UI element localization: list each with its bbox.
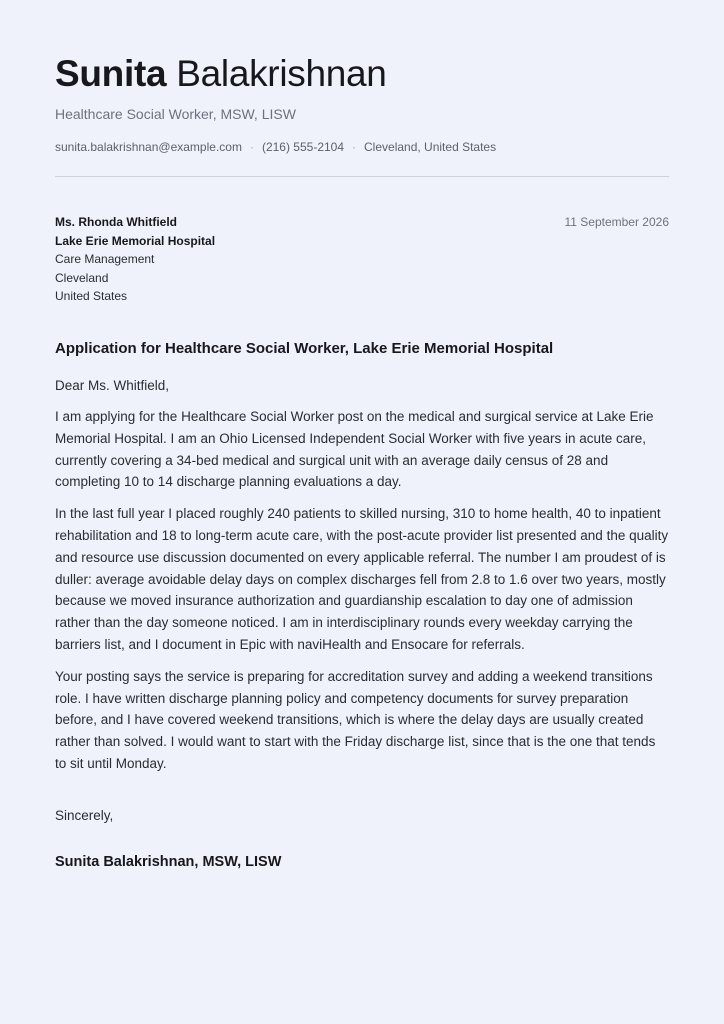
email-link[interactable]: sunita.balakrishnan@example.com: [55, 140, 242, 154]
salutation: Dear Ms. Whitfield,: [55, 378, 170, 393]
recipient-organization: Lake Erie Memorial Hospital: [55, 233, 216, 248]
contact-separator: ·: [352, 140, 357, 154]
header-divider: [55, 176, 669, 177]
location: Cleveland, United States: [364, 140, 497, 154]
applicant-role: Healthcare Social Worker, MSW, LISW: [55, 106, 296, 122]
closing: Sincerely,: [55, 807, 114, 823]
cover-letter: [55, 52, 669, 872]
recipient-country: United States: [55, 289, 128, 303]
recipient-department: Care Management: [55, 252, 155, 266]
letter-subject: Application for Healthcare Social Worker, Lake Erie Memorial Hospital: [55, 340, 554, 357]
first-name: Sunita: [55, 53, 167, 94]
body-paragraph-2: In the last full year I placed roughly 240 patients to skilled nursing, 310 to home health, 40 to inpatient rehabilitation and 18 to long-term acute care, with the post-acute provider list presented and the quality and resource use discussion documented on every applicable referral. The number I am proudest of is duller: average avoidable delay days on complex discharges fell from 2.8 to 1.6 over two years, mostly because we moved insurance authorization and guardianship escalation to day one of admission rather than the day someone noticed. I am in interdisciplinary rounds every weekday carrying the barriers list, and I document in Epic with naviHealth and Ensocare for referrals.: [55, 506, 669, 652]
body-paragraph-1: I am applying for the Healthcare Social Worker post on the medical and surgical service at Lake Erie Memorial Hospital. I am an Ohio Licensed Independent Social Worker with five years in acute care, currently covering a 34-bed medical and surgical unit with an average daily census of 28 and completing 10 to 14 discharge planning evaluations a day.: [55, 409, 654, 490]
contact-line: [55, 139, 669, 155]
phone-number[interactable]: (216) 555-2104: [261, 140, 345, 154]
body-paragraph-3: Your posting says the service is preparing for accreditation survey and adding a weekend transitions role. I have written discharge planning policy and competency documents for survey preparation before, and I have covered weekend transitions, which is where the delay days are usually created rather than solved. I would want to start with the Friday discharge list, since that is the one that tends to sit until Monday.: [55, 668, 656, 771]
contact-separator: ·: [249, 140, 254, 154]
address-block: [55, 213, 669, 305]
recipient-city: Cleveland: [55, 270, 109, 285]
recipient-name: Ms. Rhonda Whitfield: [55, 215, 177, 229]
letter-date: 11 September 2026: [564, 215, 669, 229]
signature: Sunita Balakrishnan, MSW, LISW: [55, 853, 282, 870]
applicant-name: [55, 52, 669, 96]
last-name: Balakrishnan: [176, 53, 387, 94]
